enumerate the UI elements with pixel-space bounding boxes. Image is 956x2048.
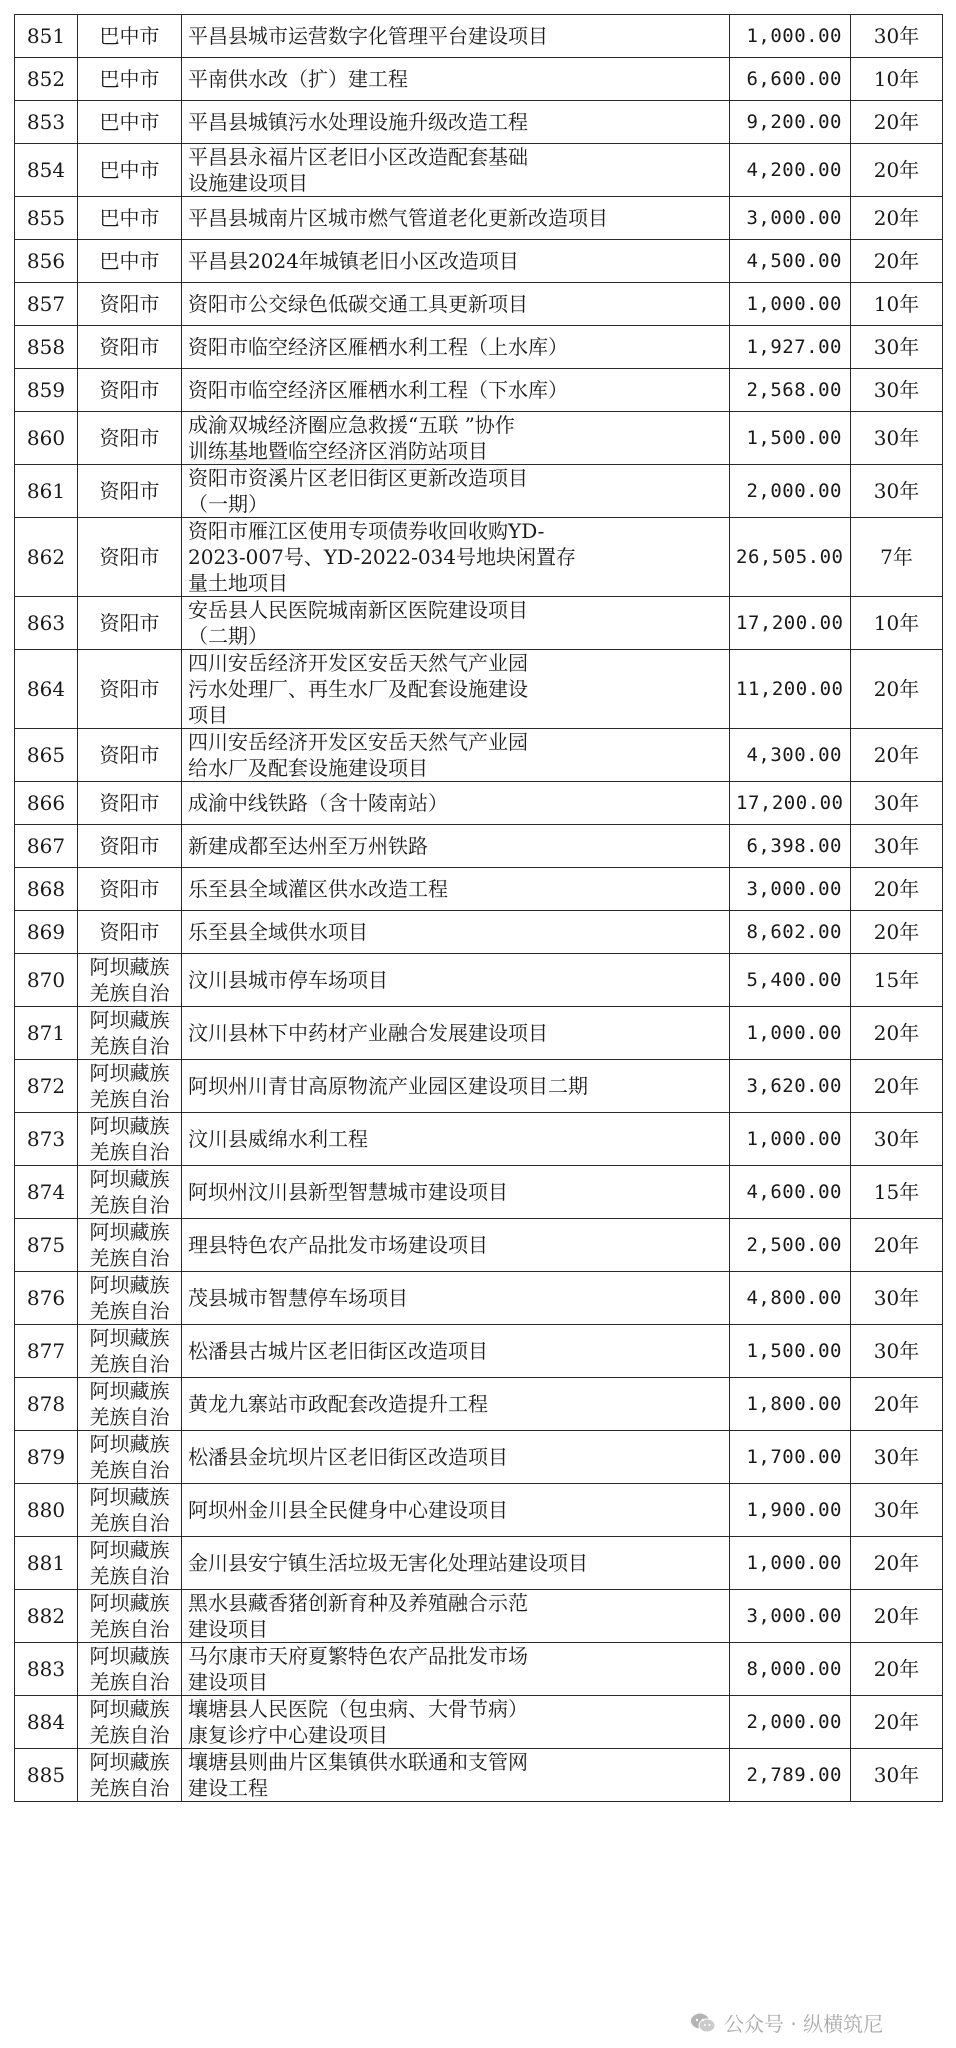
row-amount: 1,000.00 [730, 1007, 851, 1060]
row-amount: 2,000.00 [730, 465, 851, 518]
document-table-container [14, 14, 942, 1802]
row-amount: 1,800.00 [730, 1378, 851, 1431]
row-city: 阿坝藏族 羌族自治 [78, 1590, 182, 1643]
row-project-name: 汶川县威绵水利工程 [182, 1113, 730, 1166]
row-number: 862 [15, 518, 78, 597]
row-number: 867 [15, 825, 78, 868]
row-number: 870 [15, 954, 78, 1007]
row-amount: 1,500.00 [730, 412, 851, 465]
row-number: 868 [15, 868, 78, 911]
row-number: 873 [15, 1113, 78, 1166]
row-project-name: 壤塘县人民医院（包虫病、大骨节病） 康复诊疗中心建设项目 [182, 1696, 730, 1749]
row-amount: 3,000.00 [730, 868, 851, 911]
table-row [15, 1749, 943, 1802]
row-amount: 3,000.00 [730, 197, 851, 240]
row-number: 859 [15, 369, 78, 412]
row-term: 30年 [851, 1484, 943, 1537]
table-row [15, 369, 943, 412]
row-city: 资阳市 [78, 369, 182, 412]
row-term: 20年 [851, 1219, 943, 1272]
row-amount: 2,000.00 [730, 1696, 851, 1749]
row-project-name: 阿坝州川青甘高原物流产业园区建设项目二期 [182, 1060, 730, 1113]
row-project-name: 黑水县藏香猪创新育种及养殖融合示范 建设项目 [182, 1590, 730, 1643]
row-city: 资阳市 [78, 412, 182, 465]
table-row [15, 1060, 943, 1113]
table-row [15, 1590, 943, 1643]
row-city: 资阳市 [78, 597, 182, 650]
row-project-name: 安岳县人民医院城南新区医院建设项目 （二期） [182, 597, 730, 650]
row-project-name: 平昌县2024年城镇老旧小区改造项目 [182, 240, 730, 283]
row-term: 20年 [851, 144, 943, 197]
row-city: 阿坝藏族 羌族自治 [78, 1484, 182, 1537]
row-number: 885 [15, 1749, 78, 1802]
row-project-name: 成渝双城经济圈应急救援“五联 ”协作 训练基地暨临空经济区消防站项目 [182, 412, 730, 465]
row-number: 851 [15, 15, 78, 58]
row-term: 30年 [851, 412, 943, 465]
row-term: 20年 [851, 1378, 943, 1431]
row-project-name: 平南供水改（扩）建工程 [182, 58, 730, 101]
row-term: 20年 [851, 1537, 943, 1590]
row-project-name: 壤塘县则曲片区集镇供水联通和支管网 建设工程 [182, 1749, 730, 1802]
row-project-name: 马尔康市天府夏繁特色农产品批发市场 建设项目 [182, 1643, 730, 1696]
row-amount: 1,000.00 [730, 1537, 851, 1590]
row-amount: 26,505.00 [730, 518, 851, 597]
row-project-name: 资阳市雁江区使用专项债券收回收购YD- 2023-007号、YD-2022-034号地块闲置存 量土地项目 [182, 518, 730, 597]
row-amount: 1,500.00 [730, 1325, 851, 1378]
row-number: 874 [15, 1166, 78, 1219]
row-term: 20年 [851, 101, 943, 144]
table-row [15, 1325, 943, 1378]
row-project-name: 汶川县林下中药材产业融合发展建设项目 [182, 1007, 730, 1060]
row-term: 30年 [851, 825, 943, 868]
row-amount: 8,000.00 [730, 1643, 851, 1696]
table-row [15, 954, 943, 1007]
table-row [15, 1537, 943, 1590]
row-city: 阿坝藏族 羌族自治 [78, 1431, 182, 1484]
table-row [15, 518, 943, 597]
row-number: 853 [15, 101, 78, 144]
row-term: 15年 [851, 1166, 943, 1219]
table-row [15, 868, 943, 911]
row-project-name: 资阳市公交绿色低碳交通工具更新项目 [182, 283, 730, 326]
row-city: 资阳市 [78, 518, 182, 597]
row-term: 20年 [851, 911, 943, 954]
table-row [15, 1007, 943, 1060]
row-city: 资阳市 [78, 911, 182, 954]
row-number: 857 [15, 283, 78, 326]
table-row [15, 58, 943, 101]
row-amount: 4,500.00 [730, 240, 851, 283]
row-number: 871 [15, 1007, 78, 1060]
row-number: 884 [15, 1696, 78, 1749]
row-amount: 4,600.00 [730, 1166, 851, 1219]
row-amount: 17,200.00 [730, 597, 851, 650]
row-number: 876 [15, 1272, 78, 1325]
row-number: 866 [15, 782, 78, 825]
table-row [15, 1484, 943, 1537]
row-project-name: 金川县安宁镇生活垃圾无害化处理站建设项目 [182, 1537, 730, 1590]
table-row [15, 825, 943, 868]
row-number: 863 [15, 597, 78, 650]
table-row [15, 650, 943, 729]
row-number: 855 [15, 197, 78, 240]
row-term: 20年 [851, 240, 943, 283]
table-body [15, 15, 943, 1802]
table-row [15, 144, 943, 197]
table-row [15, 1431, 943, 1484]
row-city: 资阳市 [78, 868, 182, 911]
row-city: 阿坝藏族 羌族自治 [78, 1749, 182, 1802]
row-term: 10年 [851, 597, 943, 650]
row-term: 20年 [851, 1007, 943, 1060]
table-row [15, 1219, 943, 1272]
row-term: 30年 [851, 465, 943, 518]
row-term: 20年 [851, 1696, 943, 1749]
row-project-name: 新建成都至达州至万州铁路 [182, 825, 730, 868]
row-amount: 8,602.00 [730, 911, 851, 954]
row-city: 资阳市 [78, 465, 182, 518]
row-term: 30年 [851, 1749, 943, 1802]
row-project-name: 四川安岳经济开发区安岳天然气产业园 污水处理厂、再生水厂及配套设施建设 项目 [182, 650, 730, 729]
project-table [14, 14, 943, 1802]
row-number: 875 [15, 1219, 78, 1272]
row-project-name: 黄龙九寨站市政配套改造提升工程 [182, 1378, 730, 1431]
row-amount: 2,568.00 [730, 369, 851, 412]
table-row [15, 1378, 943, 1431]
row-amount: 11,200.00 [730, 650, 851, 729]
row-number: 869 [15, 911, 78, 954]
table-row [15, 283, 943, 326]
row-project-name: 松潘县古城片区老旧街区改造项目 [182, 1325, 730, 1378]
row-city: 巴中市 [78, 197, 182, 240]
table-row [15, 465, 943, 518]
table-row [15, 101, 943, 144]
row-amount: 1,000.00 [730, 1113, 851, 1166]
row-term: 20年 [851, 1060, 943, 1113]
row-project-name: 平昌县城镇污水处理设施升级改造工程 [182, 101, 730, 144]
row-number: 852 [15, 58, 78, 101]
row-term: 20年 [851, 650, 943, 729]
row-city: 阿坝藏族 羌族自治 [78, 1325, 182, 1378]
row-number: 858 [15, 326, 78, 369]
table-row [15, 326, 943, 369]
row-number: 877 [15, 1325, 78, 1378]
row-project-name: 资阳市资溪片区老旧街区更新改造项目 （一期） [182, 465, 730, 518]
row-amount: 1,000.00 [730, 283, 851, 326]
row-term: 30年 [851, 1431, 943, 1484]
row-term: 20年 [851, 729, 943, 782]
row-project-name: 乐至县全域供水项目 [182, 911, 730, 954]
row-city: 资阳市 [78, 729, 182, 782]
row-project-name: 资阳市临空经济区雁栖水利工程（下水库） [182, 369, 730, 412]
table-row [15, 1166, 943, 1219]
row-city: 资阳市 [78, 326, 182, 369]
row-term: 20年 [851, 1590, 943, 1643]
row-amount: 3,620.00 [730, 1060, 851, 1113]
row-city: 资阳市 [78, 782, 182, 825]
row-number: 879 [15, 1431, 78, 1484]
row-term: 20年 [851, 868, 943, 911]
row-city: 阿坝藏族 羌族自治 [78, 1060, 182, 1113]
table-row [15, 1272, 943, 1325]
row-term: 20年 [851, 1643, 943, 1696]
row-term: 15年 [851, 954, 943, 1007]
wechat-icon [690, 2012, 716, 2034]
table-row [15, 597, 943, 650]
row-project-name: 阿坝州汶川县新型智慧城市建设项目 [182, 1166, 730, 1219]
row-project-name: 松潘县金坑坝片区老旧街区改造项目 [182, 1431, 730, 1484]
row-amount: 6,398.00 [730, 825, 851, 868]
row-amount: 6,600.00 [730, 58, 851, 101]
row-project-name: 平昌县城南片区城市燃气管道老化更新改造项目 [182, 197, 730, 240]
row-city: 阿坝藏族 羌族自治 [78, 1696, 182, 1749]
row-term: 30年 [851, 782, 943, 825]
row-amount: 3,000.00 [730, 1590, 851, 1643]
row-number: 883 [15, 1643, 78, 1696]
row-project-name: 成渝中线铁路（含十陵南站） [182, 782, 730, 825]
table-row [15, 240, 943, 283]
row-project-name: 资阳市临空经济区雁栖水利工程（上水库） [182, 326, 730, 369]
row-amount: 1,927.00 [730, 326, 851, 369]
table-row [15, 1696, 943, 1749]
row-city: 阿坝藏族 羌族自治 [78, 1007, 182, 1060]
row-number: 854 [15, 144, 78, 197]
row-city: 巴中市 [78, 58, 182, 101]
watermark [690, 2008, 883, 2037]
row-number: 864 [15, 650, 78, 729]
row-city: 阿坝藏族 羌族自治 [78, 954, 182, 1007]
row-term: 30年 [851, 15, 943, 58]
row-amount: 9,200.00 [730, 101, 851, 144]
row-project-name: 四川安岳经济开发区安岳天然气产业园 给水厂及配套设施建设项目 [182, 729, 730, 782]
row-number: 860 [15, 412, 78, 465]
row-city: 阿坝藏族 羌族自治 [78, 1219, 182, 1272]
row-number: 861 [15, 465, 78, 518]
row-term: 30年 [851, 1325, 943, 1378]
row-city: 巴中市 [78, 240, 182, 283]
row-project-name: 乐至县全域灌区供水改造工程 [182, 868, 730, 911]
row-number: 872 [15, 1060, 78, 1113]
row-amount: 2,789.00 [730, 1749, 851, 1802]
row-project-name: 茂县城市智慧停车场项目 [182, 1272, 730, 1325]
row-city: 阿坝藏族 羌族自治 [78, 1643, 182, 1696]
row-city: 阿坝藏族 羌族自治 [78, 1537, 182, 1590]
row-term: 10年 [851, 283, 943, 326]
row-number: 880 [15, 1484, 78, 1537]
row-term: 30年 [851, 326, 943, 369]
row-city: 阿坝藏族 羌族自治 [78, 1166, 182, 1219]
row-number: 882 [15, 1590, 78, 1643]
table-row [15, 911, 943, 954]
row-term: 7年 [851, 518, 943, 597]
row-amount: 1,000.00 [730, 15, 851, 58]
row-city: 资阳市 [78, 825, 182, 868]
row-number: 881 [15, 1537, 78, 1590]
watermark-text: 公众号 · 纵横筑尼 [724, 2012, 884, 2036]
row-project-name: 汶川县城市停车场项目 [182, 954, 730, 1007]
table-row [15, 1643, 943, 1696]
row-term: 20年 [851, 197, 943, 240]
row-city: 巴中市 [78, 101, 182, 144]
row-amount: 2,500.00 [730, 1219, 851, 1272]
row-amount: 5,400.00 [730, 954, 851, 1007]
row-project-name: 阿坝州金川县全民健身中心建设项目 [182, 1484, 730, 1537]
row-amount: 4,300.00 [730, 729, 851, 782]
table-row [15, 729, 943, 782]
row-city: 资阳市 [78, 650, 182, 729]
table-row [15, 1113, 943, 1166]
row-project-name: 平昌县城市运营数字化管理平台建设项目 [182, 15, 730, 58]
row-city: 阿坝藏族 羌族自治 [78, 1272, 182, 1325]
row-amount: 1,900.00 [730, 1484, 851, 1537]
row-city: 巴中市 [78, 15, 182, 58]
table-row [15, 15, 943, 58]
row-project-name: 平昌县永福片区老旧小区改造配套基础 设施建设项目 [182, 144, 730, 197]
table-row [15, 412, 943, 465]
row-amount: 4,200.00 [730, 144, 851, 197]
row-city: 资阳市 [78, 283, 182, 326]
row-city: 阿坝藏族 羌族自治 [78, 1378, 182, 1431]
row-term: 30年 [851, 369, 943, 412]
row-amount: 4,800.00 [730, 1272, 851, 1325]
table-row [15, 197, 943, 240]
row-amount: 1,700.00 [730, 1431, 851, 1484]
row-number: 878 [15, 1378, 78, 1431]
row-number: 865 [15, 729, 78, 782]
row-city: 巴中市 [78, 144, 182, 197]
row-project-name: 理县特色农产品批发市场建设项目 [182, 1219, 730, 1272]
row-term: 30年 [851, 1272, 943, 1325]
row-amount: 17,200.00 [730, 782, 851, 825]
row-term: 30年 [851, 1113, 943, 1166]
row-term: 10年 [851, 58, 943, 101]
table-row [15, 782, 943, 825]
row-city: 阿坝藏族 羌族自治 [78, 1113, 182, 1166]
row-number: 856 [15, 240, 78, 283]
